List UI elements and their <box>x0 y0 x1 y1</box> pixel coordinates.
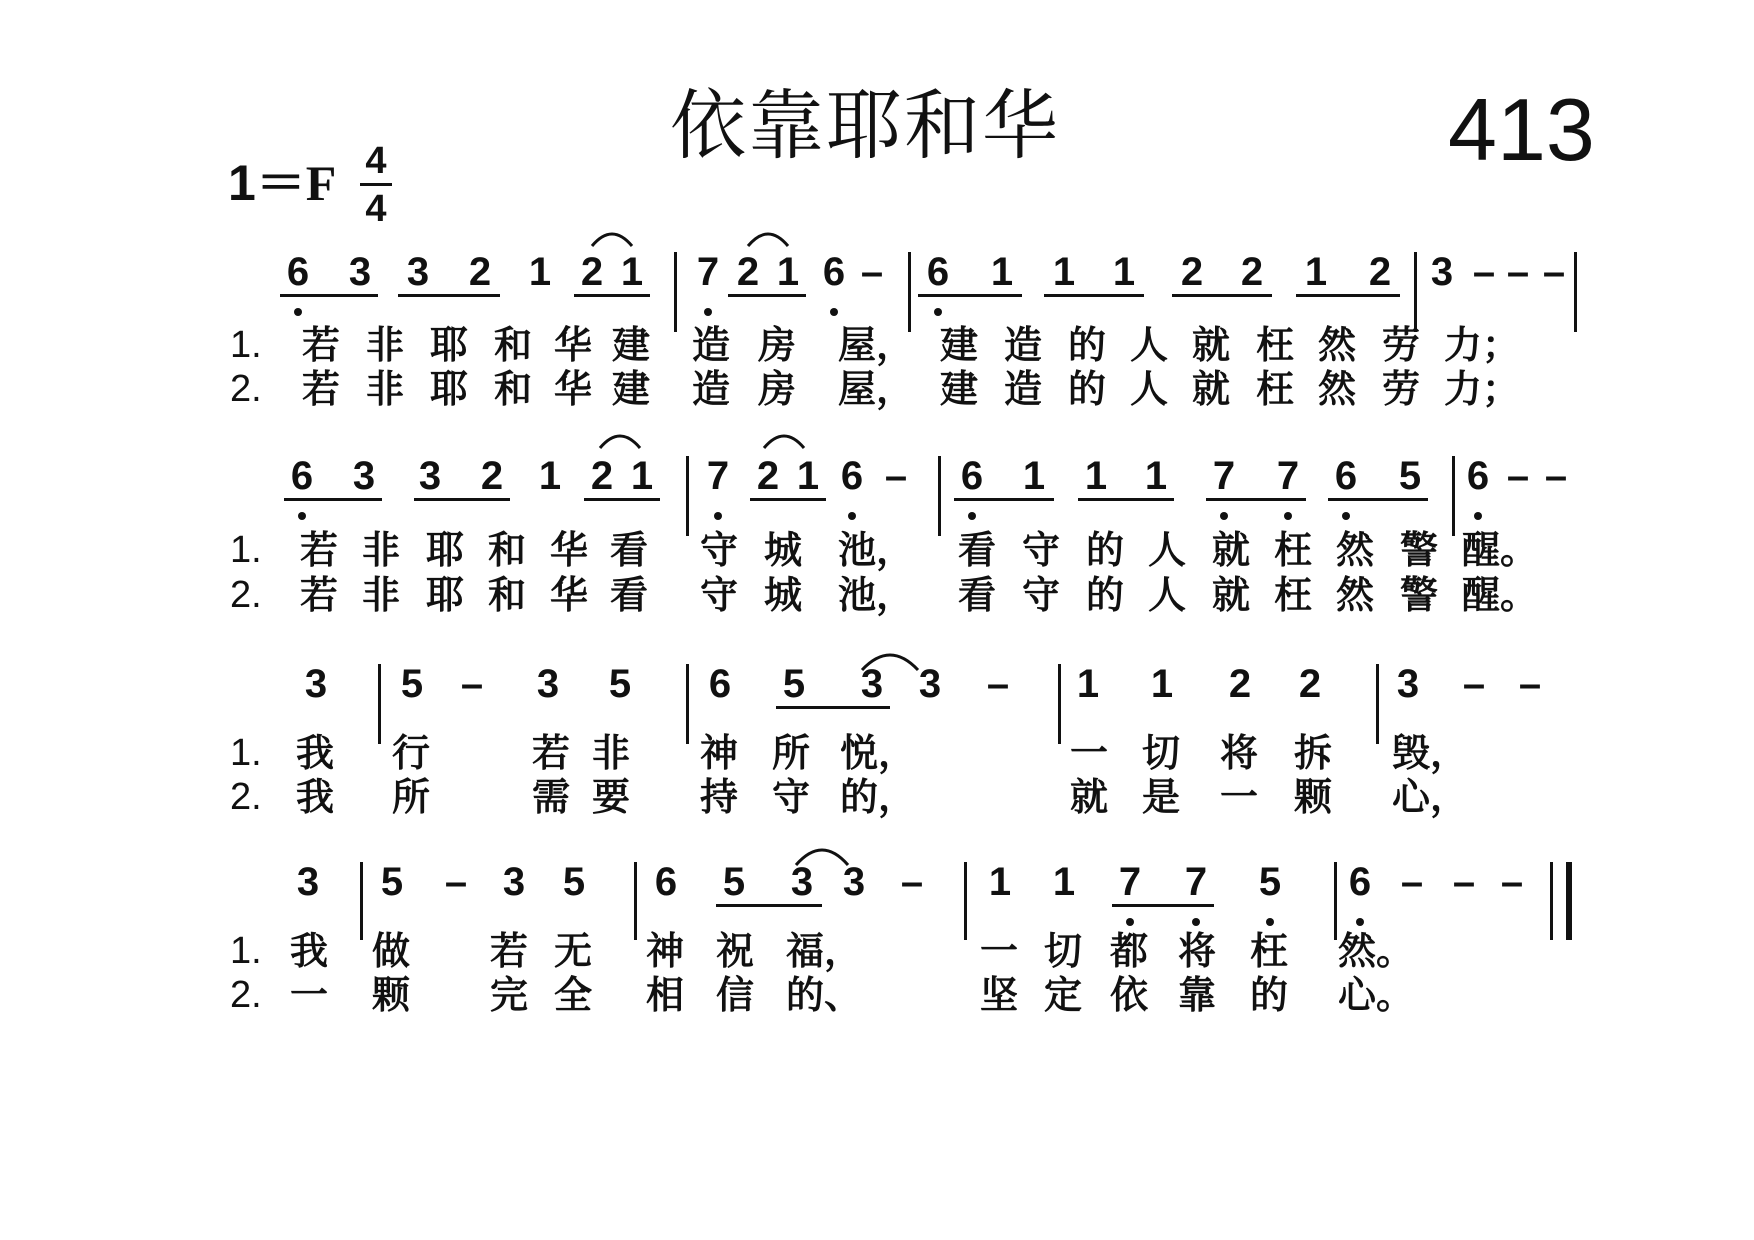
lyric-char: 警 <box>1400 528 1439 572</box>
lyric-char: 的 <box>1068 323 1107 367</box>
key-text: ＝F <box>255 155 337 211</box>
lyric-char: 需 <box>532 775 571 819</box>
lyric-char: 靠 <box>1178 973 1217 1017</box>
note-numeral: 7 <box>706 454 730 498</box>
dash-duration: – <box>1544 454 1568 498</box>
lyric-char: 就 <box>1212 528 1251 572</box>
note-numeral: 7 <box>1212 454 1236 498</box>
lyric-char: 劳 <box>1382 323 1421 367</box>
lyric-char: 依 <box>1110 973 1149 1017</box>
note-numeral: 1 <box>990 250 1014 294</box>
note-numeral: 5 <box>562 860 586 904</box>
dash-duration: – <box>1400 860 1424 904</box>
lyric-char: 神 <box>646 929 685 973</box>
lyric-char: 看 <box>958 528 997 572</box>
lyric-char: 一 <box>980 929 1019 973</box>
lyric-char: 要 <box>592 775 631 819</box>
lyric-char: 和 <box>488 573 527 617</box>
lyric-char: 我 <box>296 775 335 819</box>
lyric-char: 然。 <box>1338 929 1415 973</box>
dash-duration: – <box>1506 250 1530 294</box>
time-signature-numerator: 4 <box>365 140 387 182</box>
lyric-char: 一 <box>1220 775 1259 819</box>
note-numeral: 3 <box>502 860 526 904</box>
note-numeral: 1 <box>528 250 552 294</box>
lyric-char: 一 <box>1070 731 1109 775</box>
slur <box>592 234 632 246</box>
lyric-char: 非 <box>366 323 405 367</box>
lyric-char: 守 <box>700 528 739 572</box>
note-numeral: 1 <box>796 454 820 498</box>
lyric-char: 造 <box>692 323 731 367</box>
lyric-char: 是 <box>1142 775 1181 819</box>
note-numeral: 1 <box>1150 662 1174 706</box>
note-numeral: 6 <box>1348 860 1372 904</box>
lyric-char: 人 <box>1148 573 1187 617</box>
note-numeral: 1 <box>988 860 1012 904</box>
note-numeral: 1 <box>538 454 562 498</box>
hymn-number: 413 <box>1448 80 1595 179</box>
dash-duration: – <box>860 250 884 294</box>
note-numeral: 2 <box>580 250 604 294</box>
note-numeral: 3 <box>1430 250 1454 294</box>
dash-duration: – <box>1500 860 1524 904</box>
note-numeral: 1 <box>1052 860 1076 904</box>
note-numeral: 3 <box>296 860 320 904</box>
verse-number: 1. <box>230 324 262 366</box>
note-numeral: 2 <box>1298 662 1322 706</box>
lyric-char: 坚 <box>980 973 1019 1017</box>
lyric-char: 力； <box>1444 323 1521 367</box>
lyric-char: 然 <box>1336 573 1375 617</box>
note-numeral: 2 <box>1180 250 1204 294</box>
note-numeral: 3 <box>842 860 866 904</box>
lyric-char: 人 <box>1130 323 1169 367</box>
note-numeral: 6 <box>926 250 950 294</box>
dash-duration: – <box>900 860 924 904</box>
key-tonic: 1 <box>228 155 256 211</box>
lyric-char: 若 <box>300 528 339 572</box>
lyric-char: 的 <box>1086 528 1125 572</box>
lyric-char: 人 <box>1148 528 1187 572</box>
lyric-char: 毁， <box>1392 731 1469 775</box>
lyric-char: 华 <box>554 323 593 367</box>
lyric-char: 祝 <box>716 929 755 973</box>
lyric-char: 神 <box>700 731 739 775</box>
note-numeral: 2 <box>1240 250 1264 294</box>
lyric-char: 造 <box>1004 367 1043 411</box>
lyric-char: 屋， <box>838 323 915 367</box>
note-numeral: 3 <box>304 662 328 706</box>
lyric-char: 相 <box>646 973 685 1017</box>
lyric-char: 信 <box>716 973 755 1017</box>
lyric-char: 做 <box>372 929 411 973</box>
dash-duration: – <box>986 662 1010 706</box>
note-numeral: 1 <box>776 250 800 294</box>
note-numeral: 7 <box>696 250 720 294</box>
lyric-char: 非 <box>592 731 631 775</box>
lyric-char: 行 <box>392 731 431 775</box>
note-numeral: 7 <box>1184 860 1208 904</box>
lyric-char: 所 <box>392 775 431 819</box>
note-numeral: 2 <box>480 454 504 498</box>
lyric-char: 完 <box>490 973 529 1017</box>
note-numeral: 2 <box>468 250 492 294</box>
lyric-char: 的 <box>1068 367 1107 411</box>
lyric-char: 一 <box>290 973 329 1017</box>
note-numeral: 7 <box>1118 860 1142 904</box>
lyric-char: 然 <box>1318 367 1357 411</box>
lyric-char: 和 <box>494 367 533 411</box>
note-numeral: 6 <box>654 860 678 904</box>
lyric-char: 建 <box>940 323 979 367</box>
lyric-char: 都 <box>1110 929 1149 973</box>
lyric-char: 的 <box>1086 573 1125 617</box>
lyric-char: 就 <box>1212 573 1251 617</box>
note-numeral: 6 <box>286 250 310 294</box>
lyric-char: 就 <box>1070 775 1109 819</box>
lyric-char: 颗 <box>372 973 411 1017</box>
note-numeral: 5 <box>1398 454 1422 498</box>
lyric-char: 的， <box>840 775 917 819</box>
note-numeral: 2 <box>736 250 760 294</box>
note-numeral: 6 <box>708 662 732 706</box>
lyric-char: 我 <box>296 731 335 775</box>
note-numeral: 5 <box>782 662 806 706</box>
lyric-char: 非 <box>362 528 401 572</box>
lyric-char: 城 <box>764 528 803 572</box>
note-numeral: 3 <box>918 662 942 706</box>
lyric-char: 屋， <box>838 367 915 411</box>
slur <box>862 655 918 670</box>
dash-duration: – <box>1506 454 1530 498</box>
note-numeral: 1 <box>1144 454 1168 498</box>
lyric-char: 然 <box>1336 528 1375 572</box>
lyric-char: 若 <box>300 573 339 617</box>
note-numeral: 3 <box>860 662 884 706</box>
lyric-char: 造 <box>692 367 731 411</box>
lyric-char: 心。 <box>1338 973 1415 1017</box>
lyric-char: 枉 <box>1250 929 1289 973</box>
lyric-char: 若 <box>490 929 529 973</box>
lyric-char: 的 <box>1250 973 1289 1017</box>
dash-duration: – <box>1518 662 1542 706</box>
dash-duration: – <box>444 860 468 904</box>
verse-number: 1. <box>230 732 262 774</box>
note-numeral: 5 <box>380 860 404 904</box>
lyric-char: 醒。 <box>1462 528 1539 572</box>
note-numeral: 3 <box>348 250 372 294</box>
dash-duration: – <box>460 662 484 706</box>
note-numeral: 3 <box>1396 662 1420 706</box>
note-numeral: 6 <box>290 454 314 498</box>
lyric-char: 颗 <box>1294 775 1333 819</box>
lyric-char: 全 <box>554 973 593 1017</box>
lyric-char: 建 <box>940 367 979 411</box>
lyric-char: 守 <box>700 573 739 617</box>
note-numeral: 6 <box>1334 454 1358 498</box>
lyric-char: 耶 <box>426 573 465 617</box>
hymn-title: 依靠耶和华 <box>670 81 1060 170</box>
lyric-char: 劳 <box>1382 367 1421 411</box>
lyric-char: 房 <box>758 367 797 411</box>
lyric-char: 枉 <box>1256 323 1295 367</box>
lyric-char: 城 <box>764 573 803 617</box>
lyric-char: 守 <box>1022 528 1061 572</box>
note-numeral: 2 <box>590 454 614 498</box>
note-numeral: 6 <box>840 454 864 498</box>
lyric-char: 造 <box>1004 323 1043 367</box>
lyric-char: 枉 <box>1256 367 1295 411</box>
dash-duration: – <box>884 454 908 498</box>
note-numeral: 1 <box>1084 454 1108 498</box>
lyric-char: 耶 <box>430 323 469 367</box>
lyric-char: 拆 <box>1294 731 1333 775</box>
lyric-char: 华 <box>550 528 589 572</box>
note-numeral: 3 <box>418 454 442 498</box>
lyric-char: 警 <box>1400 573 1439 617</box>
note-numeral: 1 <box>1112 250 1136 294</box>
verse-number: 1. <box>230 930 262 972</box>
note-numeral: 1 <box>630 454 654 498</box>
note-numeral: 1 <box>620 250 644 294</box>
time-signature-denominator: 4 <box>365 188 387 230</box>
lyric-char: 无 <box>554 929 593 973</box>
note-numeral: 6 <box>1466 454 1490 498</box>
lyric-char: 建 <box>612 323 651 367</box>
note-numeral: 3 <box>406 250 430 294</box>
lyric-char: 池， <box>838 573 915 617</box>
lyric-char: 心， <box>1392 775 1469 819</box>
note-numeral: 3 <box>352 454 376 498</box>
lyric-char: 的、 <box>786 973 863 1017</box>
verse-number: 2. <box>230 574 262 616</box>
lyric-char: 将 <box>1178 929 1217 973</box>
slur <box>764 436 804 448</box>
lyric-char: 耶 <box>430 367 469 411</box>
note-numeral: 3 <box>536 662 560 706</box>
note-numeral: 6 <box>960 454 984 498</box>
lyric-char: 醒。 <box>1462 573 1539 617</box>
lyric-char: 枉 <box>1274 528 1313 572</box>
verse-number: 2. <box>230 368 262 410</box>
lyric-char: 非 <box>362 573 401 617</box>
lyric-char: 和 <box>488 528 527 572</box>
lyric-char: 将 <box>1220 731 1259 775</box>
note-numeral: 2 <box>1368 250 1392 294</box>
lyric-char: 若 <box>302 323 341 367</box>
lyric-char: 看 <box>958 573 997 617</box>
lyric-char: 力； <box>1444 367 1521 411</box>
dash-duration: – <box>1472 250 1496 294</box>
verse-number: 2. <box>230 776 262 818</box>
note-numeral: 1 <box>1076 662 1100 706</box>
lyric-char: 和 <box>494 323 533 367</box>
note-numeral: 5 <box>400 662 424 706</box>
note-numeral: 2 <box>1228 662 1252 706</box>
lyric-char: 我 <box>290 929 329 973</box>
note-numeral: 1 <box>1304 250 1328 294</box>
lyric-char: 所 <box>772 731 811 775</box>
dash-duration: – <box>1452 860 1476 904</box>
lyric-char: 非 <box>366 367 405 411</box>
lyric-char: 切 <box>1044 929 1083 973</box>
slur <box>600 436 640 448</box>
lyric-char: 看 <box>610 528 649 572</box>
verse-number: 2. <box>230 974 262 1016</box>
lyric-char: 福， <box>786 929 863 973</box>
note-numeral: 5 <box>1258 860 1282 904</box>
lyric-char: 华 <box>550 573 589 617</box>
verse-number: 1. <box>230 529 262 571</box>
lyric-char: 枉 <box>1274 573 1313 617</box>
lyric-char: 建 <box>612 367 651 411</box>
slur <box>748 234 788 246</box>
lyric-char: 就 <box>1192 323 1231 367</box>
lyric-char: 然 <box>1318 323 1357 367</box>
lyric-char: 持 <box>700 775 739 819</box>
dash-duration: – <box>1462 662 1486 706</box>
lyric-char: 守 <box>772 775 811 819</box>
note-numeral: 5 <box>722 860 746 904</box>
note-numeral: 5 <box>608 662 632 706</box>
note-numeral: 6 <box>822 250 846 294</box>
lyric-char: 切 <box>1142 731 1181 775</box>
note-numeral: 2 <box>756 454 780 498</box>
note-numeral: 1 <box>1022 454 1046 498</box>
note-numeral: 3 <box>790 860 814 904</box>
lyric-char: 守 <box>1022 573 1061 617</box>
lyric-char: 耶 <box>426 528 465 572</box>
lyric-char: 悦， <box>840 731 917 775</box>
lyric-char: 若 <box>302 367 341 411</box>
lyric-char: 定 <box>1044 973 1083 1017</box>
lyric-char: 人 <box>1130 367 1169 411</box>
lyric-char: 就 <box>1192 367 1231 411</box>
lyric-char: 看 <box>610 573 649 617</box>
lyric-char: 若 <box>532 731 571 775</box>
slur <box>796 850 848 865</box>
lyric-char: 华 <box>554 367 593 411</box>
dash-duration: – <box>1542 250 1566 294</box>
lyric-char: 房 <box>758 323 797 367</box>
note-numeral: 7 <box>1276 454 1300 498</box>
note-numeral: 1 <box>1052 250 1076 294</box>
lyric-char: 池， <box>838 528 915 572</box>
